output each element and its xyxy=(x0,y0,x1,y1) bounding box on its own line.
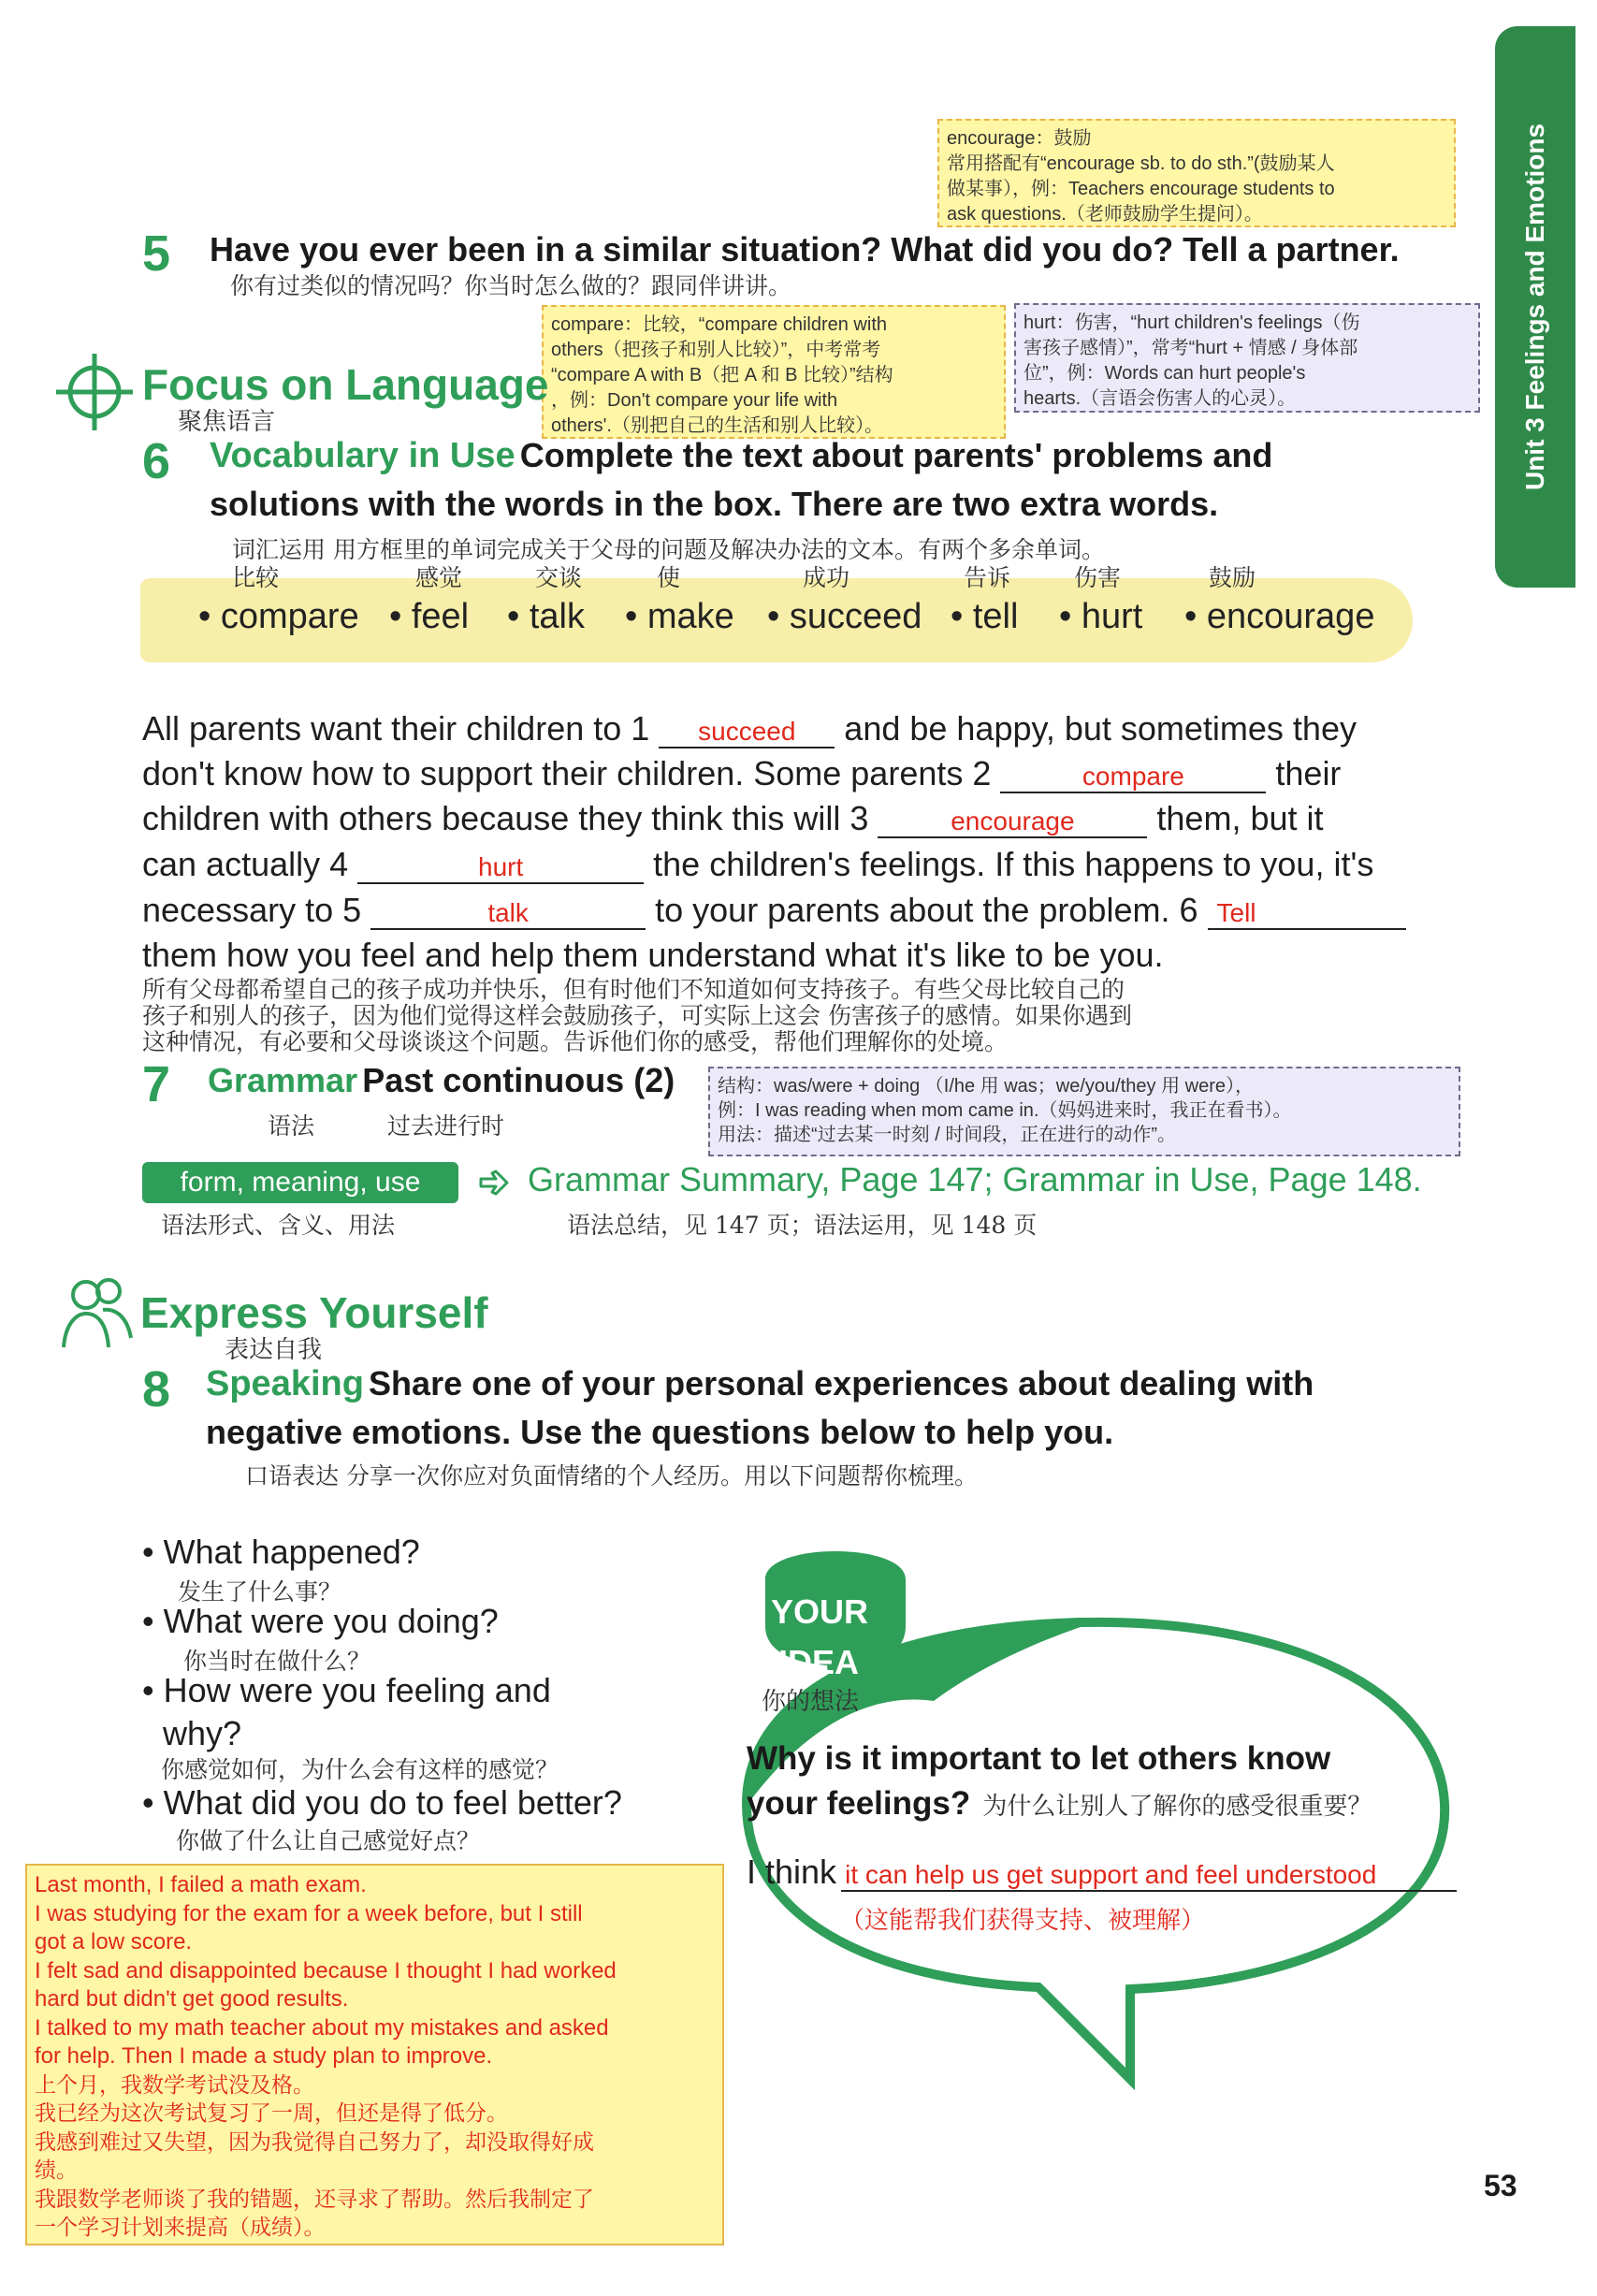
passage-line-4 xyxy=(142,845,1373,884)
question-gloss: 你做了什么让自己感觉好点？ xyxy=(176,1827,481,1854)
note-line: 例：I was reading when mom came in.（妈妈进来时，我正在看书）。 xyxy=(718,1100,1292,1121)
grammar-title: Past continuous (2) xyxy=(362,1061,675,1099)
word-tell: • tell xyxy=(951,597,1019,636)
note-line: compare：比较，“compare children with xyxy=(551,314,888,335)
page-number: 53 xyxy=(1484,2169,1517,2202)
word-gloss: 成功 xyxy=(803,564,850,591)
answer-line: 一个学习计划来提高（成绩）。 xyxy=(35,2216,326,2240)
unit-side-tab-label: Unit 3 Feelings and Emotions xyxy=(1520,123,1550,491)
idea-answer[interactable]: it can help us get support and feel understood xyxy=(841,1860,1457,1892)
exercise-6-translation: 词汇运用 用方框里的单词完成关于父母的问题及解决办法的文本。有两个多余单词。 xyxy=(232,536,1105,563)
blank-3[interactable]: encourage xyxy=(878,807,1147,838)
question-gloss: 发生了什么事？ xyxy=(178,1578,342,1606)
passage-text: don't know how to support their children. Some parents 2 xyxy=(142,754,1001,792)
passage-line-5 xyxy=(142,891,1406,930)
note-line: 结构：was/were + doing （I/he 用 was；we/you/they 用 were）， xyxy=(718,1076,1254,1097)
grammar-summary-link[interactable]: Grammar Summary, Page 147; Grammar in Use, Page 148. xyxy=(528,1160,1422,1199)
word-make: • make xyxy=(625,597,734,636)
exercise-5-number: 5 xyxy=(142,225,171,282)
speaking-answer-box xyxy=(25,1864,724,2245)
word-gloss: 使 xyxy=(657,564,681,591)
people-icon xyxy=(58,1272,138,1353)
express-yourself-title: Express Yourself xyxy=(140,1288,488,1337)
i-think-prefix: I think xyxy=(747,1853,837,1891)
word-gloss: 伤害 xyxy=(1074,564,1122,591)
question-gloss: 你当时在做什么？ xyxy=(183,1648,371,1675)
passage-text: their xyxy=(1266,754,1342,792)
form-meaning-use-tag: form, meaning, use xyxy=(142,1162,458,1203)
word-gloss: 鼓励 xyxy=(1209,564,1256,591)
translation-line: 这种情况，有必要和父母谈谈这个问题。告诉他们你的感受，帮他们理解你的处境。 xyxy=(142,1028,1009,1055)
answer-line: I talked to my math teacher about my mistakes and asked xyxy=(35,2014,609,2041)
note-line: 做某事），例：Teachers encourage students to xyxy=(947,179,1335,199)
answer-line: got a low score. xyxy=(35,1929,193,1955)
idea-answer-line xyxy=(747,1853,1457,1892)
question-why: why? xyxy=(163,1714,242,1752)
exercise-6-number: 6 xyxy=(142,433,171,489)
word-gloss: 告诉 xyxy=(964,564,1011,591)
exercise-8-instruction-line-1: Share one of your personal experiences about dealing with xyxy=(369,1364,1314,1402)
note-line: 用法：描述“过去某一时刻 / 时间段，正在进行的动作”。 xyxy=(718,1125,1176,1145)
exercise-5-translation: 你有过类似的情况吗？你当时怎么做的？跟同伴讲讲。 xyxy=(230,272,792,299)
word-compare: • compare xyxy=(198,597,359,636)
focus-on-language-title: Focus on Language xyxy=(142,360,549,409)
note-line: hearts.（言语会伤害人的心灵）。 xyxy=(1024,388,1297,409)
exercise-8-translation: 口语表达 分享一次你应对负面情绪的个人经历。用以下问题帮你梳理。 xyxy=(245,1462,978,1489)
translation-line: 孩子和别人的孩子，因为他们觉得这样会鼓励孩子，可实际上这会 伤害孩子的感情。如果你遇到 xyxy=(142,1002,1132,1029)
note-line: ，例：Don't compare your life with xyxy=(551,390,838,411)
your-idea-badge-line-1: YOUR xyxy=(771,1592,869,1631)
answer-line: 绩。 xyxy=(35,2158,78,2183)
passage-line-6: them how you feel and help them understand what it's like to be you. xyxy=(142,936,1164,974)
question-how-were-you-feeling: • How were you feeling and xyxy=(142,1671,551,1709)
passage-text: All parents want their children to 1 xyxy=(142,709,660,748)
idea-question-text: your feelings? xyxy=(747,1785,971,1822)
speaking-label: Speaking xyxy=(206,1364,364,1403)
your-idea-badge-line-2: IDEA xyxy=(778,1643,860,1681)
grammar-summary-gloss: 语法总结，见 147 页；语法运用，见 148 页 xyxy=(567,1212,1038,1239)
blank-2[interactable]: compare xyxy=(1000,762,1266,793)
note-line: hurt：伤害，“hurt children's feelings（伤 xyxy=(1024,312,1360,333)
note-grammar xyxy=(708,1067,1460,1156)
word-gloss: 比较 xyxy=(232,564,280,591)
passage-text: necessary to 5 xyxy=(142,891,371,929)
translation-line: 所有父母都希望自己的孩子成功并快乐，但有时他们不知道如何支持孩子。有些父母比较自己的 xyxy=(142,976,1125,1003)
passage-text: children with others because they think this will 3 xyxy=(142,799,878,837)
grammar-label: Grammar xyxy=(208,1061,358,1099)
blank-5[interactable]: talk xyxy=(370,898,646,930)
note-line: “compare A with B（把 A 和 B 比较）”结构 xyxy=(551,365,893,385)
exercise-6-instruction-line-2: solutions with the words in the box. There are two extra words. xyxy=(210,485,1219,523)
answer-line: for help. Then I made a study plan to improve. xyxy=(35,2043,493,2069)
note-hurt xyxy=(1014,303,1480,413)
word-encourage: • encourage xyxy=(1184,597,1375,636)
answer-line: 我感到难过又失望，因为我觉得自己努力了，却没取得好成 xyxy=(35,2129,594,2155)
exercise-7-number: 7 xyxy=(142,1056,171,1112)
idea-question-line-2 xyxy=(747,1785,1372,1823)
answer-line: Last month, I failed a math exam. xyxy=(35,1872,367,1897)
passage-translation xyxy=(142,977,1132,1055)
blank-4[interactable]: hurt xyxy=(357,852,644,884)
vocabulary-in-use-label: Vocabulary in Use xyxy=(210,436,515,475)
note-line: 常用搭配有“encourage sb. to do sth.”(鼓励某人 xyxy=(947,153,1335,174)
word-gloss: 感觉 xyxy=(415,564,463,591)
exercise-8-heading xyxy=(206,1364,1314,1404)
form-meaning-use-gloss: 语法形式、含义、用法 xyxy=(161,1212,396,1239)
grammar-gloss: 语法 xyxy=(268,1112,315,1140)
idea-answer-gloss: （这能帮我们获得支持、被理解） xyxy=(840,1907,1206,1935)
answer-line: hard but didn't get good results. xyxy=(35,1986,349,2012)
pointing-hand-icon xyxy=(477,1166,511,1199)
answer-line: 我跟数学老师谈了我的错题，还寻求了帮助。然后我制定了 xyxy=(35,2187,594,2212)
note-line: others（把孩子和别人比较）”，中考常考 xyxy=(551,340,881,360)
note-line: ask questions.（老师鼓励学生提问）。 xyxy=(947,204,1263,225)
passage-text: them, but it xyxy=(1147,799,1324,837)
exercise-8-instruction-line-2: negative emotions. Use the questions below to help you. xyxy=(206,1413,1114,1451)
idea-question-gloss: 为什么让别人了解你的感受很重要？ xyxy=(982,1793,1372,1821)
passage-text: can actually 4 xyxy=(142,845,358,883)
focus-on-language-subtitle: 聚焦语言 xyxy=(178,408,276,436)
idea-question-line-1: Why is it important to let others know xyxy=(747,1740,1331,1777)
exercise-5-instruction: Have you ever been in a similar situation? What did you do? Tell a partner. xyxy=(210,230,1400,269)
answer-line: I was studying for the exam for a week before, but I still xyxy=(35,1900,583,1926)
blank-6[interactable]: Tell xyxy=(1208,898,1406,930)
note-encourage xyxy=(937,119,1456,227)
passage-text: and be happy, but sometimes they xyxy=(835,709,1357,748)
passage-line-1 xyxy=(142,709,1357,748)
passage-line-3 xyxy=(142,799,1324,838)
blank-1[interactable]: succeed xyxy=(659,717,835,748)
question-what-were-you-doing: • What were you doing? xyxy=(142,1602,499,1640)
exercise-6-instruction-line-1: Complete the text about parents' problems and xyxy=(519,436,1273,474)
word-talk: • talk xyxy=(507,597,585,636)
note-line: others'.（别把自己的生活和别人比较）。 xyxy=(551,415,883,436)
exercise-7-heading xyxy=(208,1061,675,1100)
word-feel: • feel xyxy=(389,597,470,636)
passage-line-2 xyxy=(142,754,1341,793)
note-line: 位”，例：Words can hurt people's xyxy=(1024,363,1306,384)
word-hurt: • hurt xyxy=(1059,597,1143,636)
crosshair-icon xyxy=(51,348,138,436)
unit-side-tab-label-wrap xyxy=(1495,26,1575,588)
past-continuous-gloss: 过去进行时 xyxy=(387,1112,505,1140)
word-succeed: • succeed xyxy=(767,597,922,636)
note-line: 害孩子感情）”，常考“hurt + 情感 / 身体部 xyxy=(1024,338,1358,358)
answer-line: 上个月，我数学考试没及格。 xyxy=(35,2072,314,2098)
passage-text: the children's feelings. If this happens to you, it's xyxy=(644,845,1374,883)
your-idea-badge-gloss: 你的想法 xyxy=(762,1688,860,1716)
word-gloss: 交谈 xyxy=(535,564,583,591)
answer-line: 我已经为这次考试复习了一周，但还是得了低分。 xyxy=(35,2101,508,2126)
answer-line: I felt sad and disappointed because I thought I had worked xyxy=(35,1957,617,1984)
question-what-happened: • What happened? xyxy=(142,1533,420,1571)
express-yourself-subtitle: 表达自我 xyxy=(225,1336,323,1364)
exercise-8-number: 8 xyxy=(142,1361,171,1417)
note-line: encourage：鼓励 xyxy=(947,128,1092,149)
passage-text: to your parents about the problem. 6 xyxy=(646,891,1208,929)
question-gloss: 你感觉如何，为什么会有这样的感觉？ xyxy=(161,1756,559,1783)
note-compare xyxy=(542,305,1006,439)
question-what-did-you-do: • What did you do to feel better? xyxy=(142,1783,622,1822)
exercise-6-heading xyxy=(210,436,1272,476)
